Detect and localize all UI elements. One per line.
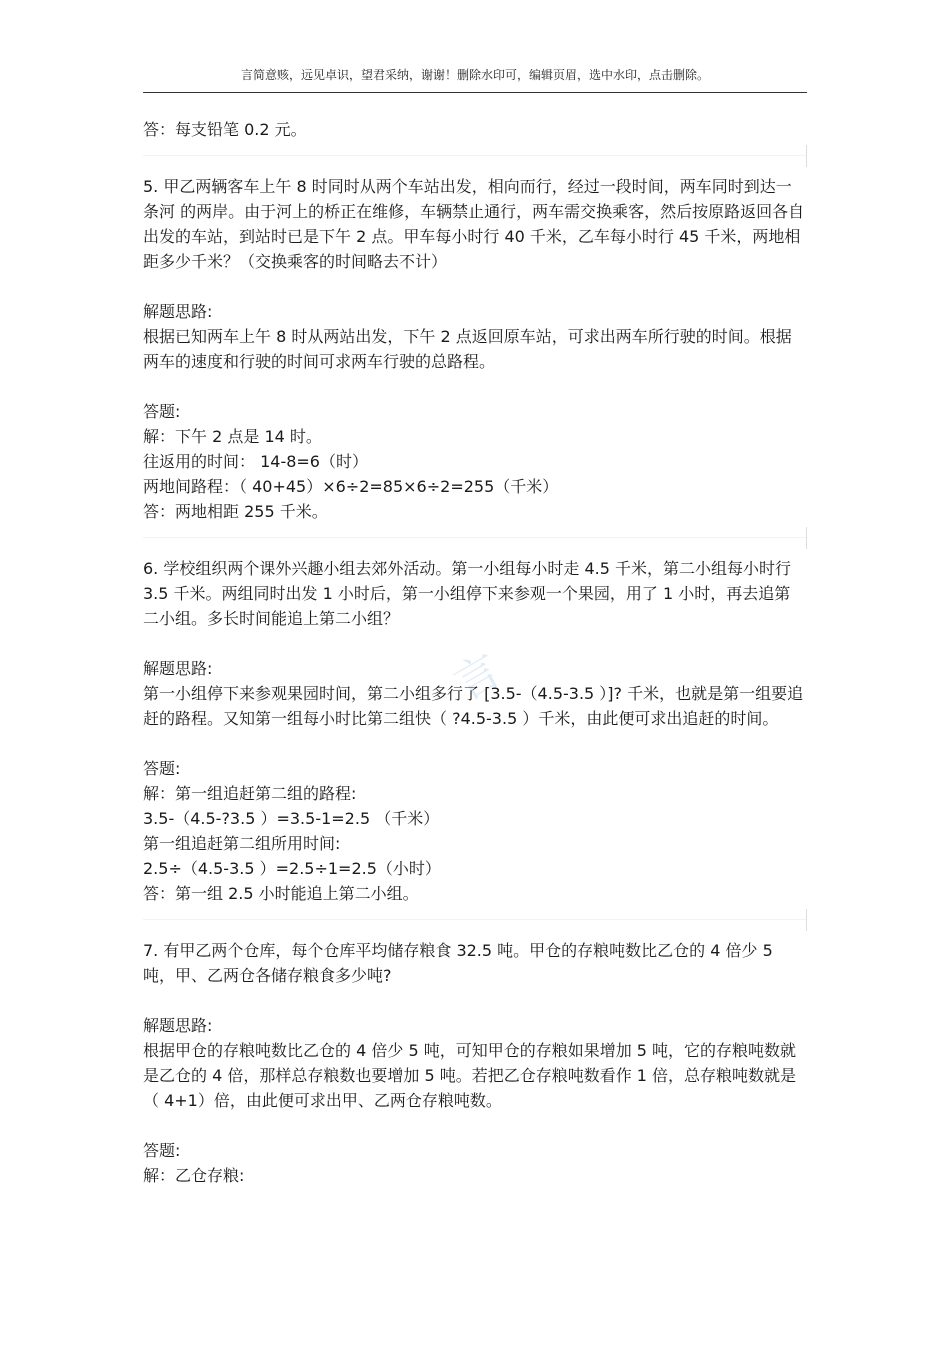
q7-solution-line: 解：乙仓存粮: [143, 1166, 245, 1185]
q7-approach-heading: 解题思路: [143, 1016, 213, 1035]
q5-solution-line: 两地间路程：（ 40+45）×6÷2=85×6÷2=255（千米） [143, 477, 559, 496]
question-7: 7. 有甲乙两个仓库，每个仓库平均储存粮食 32.5 吨。甲仓的存粮吨数比乙仓的 4 倍少 5 吨，甲、乙两仓各储存粮食多少吨? [143, 941, 773, 985]
watermark: 言 [445, 644, 510, 711]
q5-solution-line: 往返用的时间： 14-8=6（时） [143, 452, 368, 471]
q6-answer-heading: 答题: [143, 759, 181, 778]
document-body [143, 117, 805, 1188]
answer-line: 答：每支铅笔 0.2 元。 [143, 120, 307, 139]
section-separator [143, 909, 805, 931]
q6-solution-line: 解：第一组追赶第二组的路程: [143, 784, 357, 803]
section-separator [143, 145, 805, 167]
q6-approach-heading: 解题思路: [143, 659, 213, 678]
q6-solution-line: 第一组追赶第二组所用时间: [143, 834, 341, 853]
q5-answer-heading: 答题: [143, 402, 181, 421]
page-header: 言简意赅，远见卓识，望君采纳，谢谢！删除水印可，编辑页眉，选中水印，点击删除。 [143, 66, 807, 93]
q5-answer-line: 答：两地相距 255 千米。 [143, 502, 328, 521]
q5-approach-text: 根据已知两车上午 8 时从两站出发，下午 2 点返回原车站，可求出两车所行驶的时间。根据两车的速度和行驶的时间可求两车行驶的总路程。 [143, 327, 792, 371]
q6-approach-text: 第一小组停下来参观果园时间，第二小组多行了 [3.5-（4.5-3.5 ）]? 千米，也就是第一组要追赶的路程。又知第一组每小时比第二组快（ ?4.5-3.5 ）千米，由此便可求出追赶的时间。 [143, 684, 804, 728]
question-5: 5. 甲乙两辆客车上午 8 时同时从两个车站出发，相向而行，经过一段时间，两车同时到达一条河 的两岸。由于河上的桥正在维修，车辆禁止通行，两车需交换乘客，然后按原路返回各自出发的车站，到站时已是下午 2 点。甲车每小时行 40 千米，乙车每小时行 45 千米，两地相距多少千米？（交换乘客的时间略去不计） [143, 177, 805, 271]
section-separator [143, 527, 805, 549]
q7-answer-heading: 答题: [143, 1141, 181, 1160]
q5-solution-line: 解：下午 2 点是 14 时。 [143, 427, 322, 446]
q5-approach-heading: 解题思路: [143, 302, 213, 321]
q7-approach-text: 根据甲仓的存粮吨数比乙仓的 4 倍少 5 吨，可知甲仓的存粮如果增加 5 吨，它的存粮吨数就是乙仓的 4 倍，那样总存粮数也要增加 5 吨。若把乙仓存粮吨数看作 1 倍，总存粮吨数就是（ 4+1）倍，由此便可求出甲、乙两仓存粮吨数。 [143, 1041, 797, 1110]
question-6: 6. 学校组织两个课外兴趣小组去郊外活动。第一小组每小时走 4.5 千米，第二小组每小时行 3.5 千米。两组同时出发 1 小时后，第一小组停下来参观一个果园，用了 1 小时，再去追第二小组。多长时间能追上第二小组？ [143, 559, 791, 628]
q6-solution-line: 2.5÷（4.5-3.5 ）=2.5÷1=2.5（小时） [143, 859, 441, 878]
q6-answer-line: 答：第一组 2.5 小时能追上第二小组。 [143, 884, 419, 903]
q6-solution-line: 3.5-（4.5-?3.5 ）=3.5-1=2.5 （千米） [143, 809, 440, 828]
